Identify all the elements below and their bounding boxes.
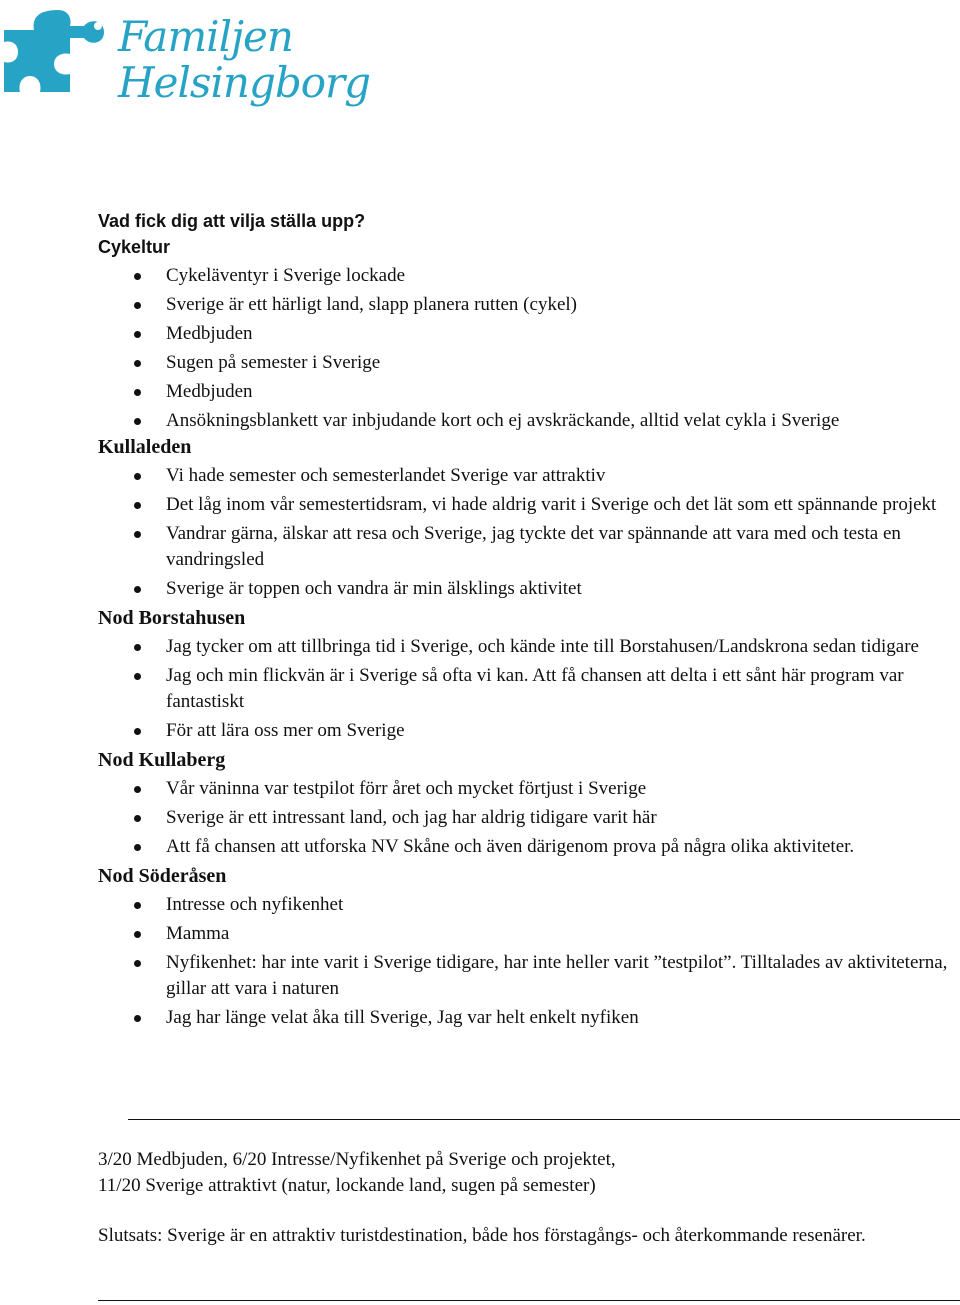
summary-line-2: 11/20 Sverige attraktivt (natur, lockande land, sugen på semester) bbox=[98, 1175, 596, 1196]
list-item: Medbjuden bbox=[98, 379, 948, 405]
list-item: Jag tycker om att tillbringa tid i Sverige, och kände inte till Borstahusen/Landskrona sedan tidigare bbox=[98, 634, 948, 660]
list-item: Sverige är ett intressant land, och jag har aldrig tidigare varit här bbox=[98, 805, 948, 831]
summary-line-1: 3/20 Medbjuden, 6/20 Intresse/Nyfikenhet på Sverige och projektet, bbox=[98, 1149, 616, 1170]
document-body bbox=[98, 208, 948, 1034]
conclusion-text: Slutsats: Sverige är en attraktiv turistdestination, både hos förstagångs- och återkommande resenärer. bbox=[98, 1225, 866, 1246]
list-item: Mamma bbox=[98, 921, 948, 947]
logo-wordmark bbox=[118, 14, 370, 106]
question-heading: Vad fick dig att vilja ställa upp? bbox=[98, 211, 366, 231]
bottom-divider-line bbox=[98, 1300, 960, 1301]
list-item: Att få chansen att utforska NV Skåne och även därigenom prova på några olika aktiviteter. bbox=[98, 834, 948, 860]
list-item: Jag och min flickvän är i Sverige så ofta vi kan. Att få chansen att delta i ett sånt här program var fantastiskt bbox=[98, 663, 948, 715]
summary-block bbox=[98, 1147, 948, 1249]
list-item: Cykeläventyr i Sverige lockade bbox=[98, 263, 948, 289]
list-item: För att lära oss mer om Sverige bbox=[98, 718, 948, 744]
section-heading-nod-kullaberg: Nod Kullaberg bbox=[98, 749, 226, 771]
list-nod-kullaberg bbox=[98, 776, 948, 860]
list-item: Intresse och nyfikenhet bbox=[98, 892, 948, 918]
logo-line-2: Helsingborg bbox=[118, 58, 370, 107]
list-cykeltur bbox=[98, 263, 948, 434]
list-item: Sverige är toppen och vandra är min älsklings aktivitet bbox=[98, 576, 948, 602]
list-item: Ansökningsblankett var inbjudande kort och ej avskräckande, alltid velat cykla i Sverige bbox=[98, 408, 948, 434]
list-item: Sverige är ett härligt land, slapp planera rutten (cykel) bbox=[98, 292, 948, 318]
list-item: Jag har länge velat åka till Sverige, Jag var helt enkelt nyfiken bbox=[98, 1005, 948, 1031]
section-heading-kullaleden: Kullaleden bbox=[98, 436, 192, 458]
familjen-helsingborg-logo bbox=[0, 0, 370, 120]
list-item: Vår väninna var testpilot förr året och mycket förtjust i Sverige bbox=[98, 776, 948, 802]
list-nod-soderasen bbox=[98, 892, 948, 1031]
list-item: Medbjuden bbox=[98, 321, 948, 347]
divider-line bbox=[128, 1119, 960, 1120]
list-item: Sugen på semester i Sverige bbox=[98, 350, 948, 376]
list-item: Vi hade semester och semesterlandet Sverige var attraktiv bbox=[98, 463, 948, 489]
section-heading-nod-borstahusen: Nod Borstahusen bbox=[98, 607, 246, 629]
list-item: Det låg inom vår semestertidsram, vi hade aldrig varit i Sverige och det lät som ett spännande projekt bbox=[98, 492, 948, 518]
logo-line-1: Familjen bbox=[118, 12, 293, 61]
list-nod-borstahusen bbox=[98, 634, 948, 744]
section-heading-nod-soderasen: Nod Söderåsen bbox=[98, 865, 227, 887]
puzzle-logo-icon bbox=[0, 4, 112, 104]
section-heading-cykeltur: Cykeltur bbox=[98, 237, 171, 257]
list-kullaleden bbox=[98, 463, 948, 602]
list-item: Nyfikenhet: har inte varit i Sverige tidigare, har inte heller varit ”testpilot”. Tilltalades av aktiviteterna, gillar att vara i naturen bbox=[98, 950, 948, 1002]
list-item: Vandrar gärna, älskar att resa och Sverige, jag tyckte det var spännande att vara med och testa en vandringsled bbox=[98, 521, 948, 573]
